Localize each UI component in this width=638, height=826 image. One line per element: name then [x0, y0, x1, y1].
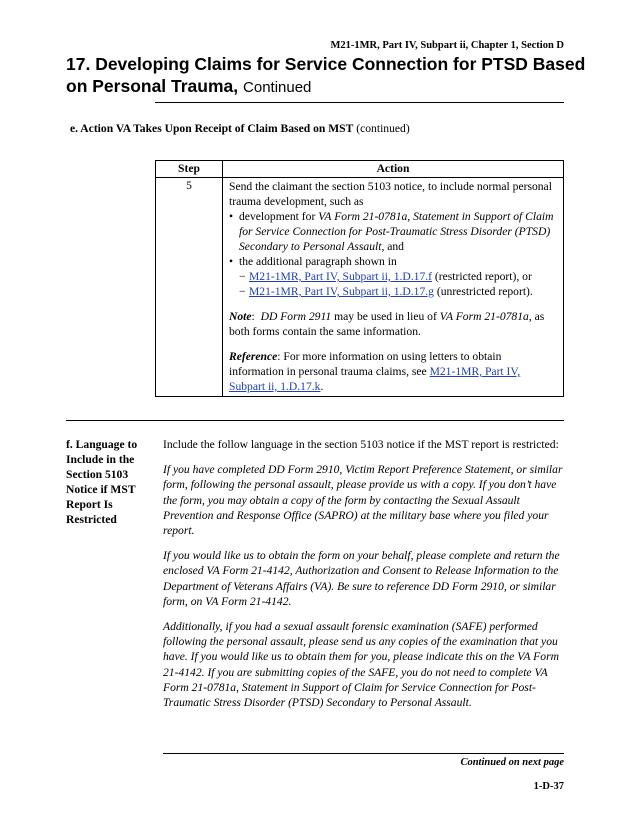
link-17g[interactable]: M21-1MR, Part IV, Subpart ii, 1.D.17.g	[249, 285, 434, 298]
footer-divider	[163, 753, 564, 754]
section-f-label: f. Language to Include in the Section 5103 Notice if MST Report Is Restricted	[66, 438, 138, 526]
section-f-body	[163, 437, 564, 720]
title-main: 17. Developing Claims for Service Connection for PTSD Based on Personal Trauma,	[66, 54, 586, 96]
page-number: 1-D-37	[533, 781, 564, 792]
title-divider	[155, 102, 564, 103]
table-row	[156, 178, 564, 397]
section-e-label: e. Action VA Takes Upon Receipt of Claim Based on MST	[70, 122, 354, 135]
reference-paragraph: Reference: For more information on using letters to obtain information in personal trauma claims, see M21-1MR, Part IV, Subpart ii, 1.D.17.k.	[229, 350, 521, 393]
bullet-icon: •	[229, 255, 234, 268]
link-17f[interactable]: M21-1MR, Part IV, Subpart ii, 1.D.17.f	[249, 270, 433, 283]
step-number: 5	[156, 178, 223, 397]
note-label: Note	[229, 310, 252, 323]
notice-paragraph: Additionally, if you had a sexual assault forensic examination (SAFE) performed following the personal assault, please send us any copies of the examination that you have. If you would like us to obtain them for you, please indicate this on the VA Form 21-4142. If you are submitting copies of the SAFE, you do not need to complete VA Form 21-0781a, Statement in Support of Claim for Service Connection for Post-Traumatic Stress Disorder (PTSD) Secondary to Personal Assault.	[163, 620, 559, 710]
list-item: − M21-1MR, Part IV, Subpart ii, 1.D.17.f (restricted report), or	[239, 270, 532, 283]
step-action-table	[155, 160, 564, 397]
sub-list	[239, 269, 558, 299]
reference-label: Reference	[229, 350, 278, 363]
page-title	[66, 53, 586, 99]
step-column-header: Step	[156, 161, 223, 178]
section-divider	[66, 420, 564, 421]
note-paragraph: Note: DD Form 2911 may be used in lieu of VA Form 21-0781a, as both forms contain the same information.	[229, 310, 545, 338]
action-bullet-list	[229, 209, 558, 299]
link-17k[interactable]: M21-1MR, Part IV, Subpart ii, 1.D.17.k	[229, 365, 521, 393]
bullet-icon: •	[229, 210, 234, 223]
action-column-header: Action	[223, 161, 564, 178]
section-e-heading	[70, 122, 410, 135]
title-continued: Continued	[243, 79, 312, 96]
section-f-intro: Include the follow language in the section 5103 notice if the MST report is restricted:	[163, 438, 559, 451]
list-item: • the additional paragraph shown in − M21-1MR, Part IV, Subpart ii, 1.D.17.f (restricted report), or − M21-1MR, Part IV, Subpart ii, 1.D.17.g (unrestricted report).	[229, 254, 558, 299]
dash-icon: −	[239, 285, 246, 298]
list-item: − M21-1MR, Part IV, Subpart ii, 1.D.17.g (unrestricted report).	[239, 285, 533, 298]
action-intro: Send the claimant the section 5103 notice, to include normal personal trauma development, such as • development for VA Form 21-0781a, Statement in Support of Claim for Service Connection for Post-Traumatic Stress Disorder (PTSD) Secondary to Personal Assault, and • the additional paragraph shown in − M21-1MR, Part IV, Subpart ii, 1.D.17.f (restricted report), or − M21-1MR, Part IV, Subpart ii, 1.D.17.g (unrestricted report).	[229, 179, 558, 299]
form-name: VA Form 21-0781a, Statement in Support of Claim for Service Connection for Post-Traumatic Stress Disorder (PTSD) Secondary to Personal Assault,	[239, 210, 554, 253]
action-cell	[223, 178, 564, 397]
notice-paragraph: If you have completed DD Form 2910, Victim Report Preference Statement, or similar form, following the personal assault, please provide us with a copy. If you don’t have the form, you may obtain a copy of the form by contacting the Sexual Assault Prevention and Response Office (SAPRO) at the military base where you filed your report.	[163, 463, 563, 538]
table-header-row	[156, 161, 564, 178]
dash-icon: −	[239, 270, 246, 283]
list-item: • development for VA Form 21-0781a, Statement in Support of Claim for Service Connection for Post-Traumatic Stress Disorder (PTSD) Secondary to Personal Assault, and	[229, 210, 554, 253]
section-e-suffix: (continued)	[356, 122, 410, 135]
notice-paragraph: If you would like us to obtain the form on your behalf, please complete and return the enclosed VA Form 21-4142, Authorization and Consent to Release Information to the Department of Veterans Affairs (VA). Be sure to reference DD Form 2910, or similar form, on VA Form 21-4142.	[163, 549, 560, 608]
continued-notice: Continued on next page	[460, 757, 564, 768]
document-reference-header: M21-1MR, Part IV, Subpart ii, Chapter 1, Section D	[330, 40, 564, 51]
